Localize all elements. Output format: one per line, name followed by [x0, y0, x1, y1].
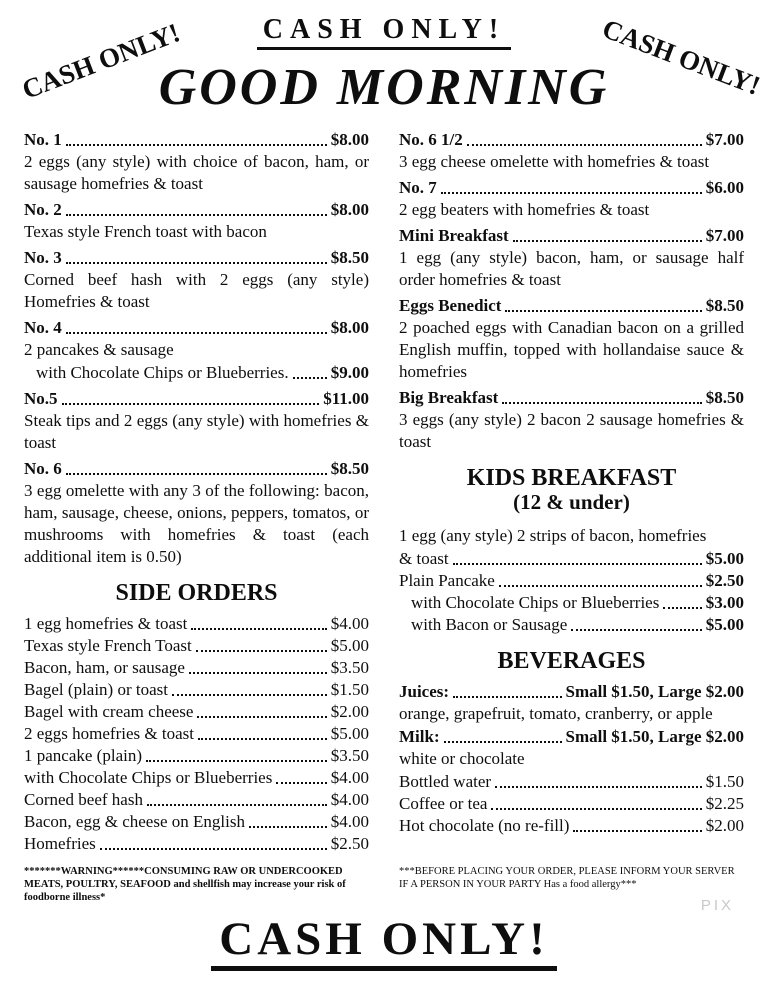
side-order-label: Homefries [24, 834, 96, 853]
side-order-label: 2 eggs homefries & toast [24, 724, 194, 743]
dotted-leader [191, 628, 326, 630]
dotted-leader [62, 403, 320, 405]
beverage-price: $1.50 [705, 772, 744, 791]
dotted-leader [249, 826, 327, 828]
menu-item-description: 1 egg (any style) bacon, ham, or sausage half order homefries & toast [399, 248, 744, 289]
left-column [24, 129, 369, 855]
menu-header [0, 0, 768, 117]
menu-item-price: $8.50 [705, 296, 744, 315]
dotted-leader [66, 214, 327, 216]
dotted-leader [505, 310, 701, 312]
side-orders-title: SIDE ORDERS [115, 580, 278, 606]
menu-item-description: 3 egg cheese omelette with homefries & toast [399, 152, 710, 171]
menu-item-name: No. 6 [24, 459, 62, 478]
side-order-label: 1 pancake (plain) [24, 746, 142, 765]
menu-item-header [24, 317, 369, 339]
menu-item-price: $7.00 [705, 226, 744, 245]
dotted-leader [172, 694, 327, 696]
menu-item-price: $8.00 [330, 130, 369, 149]
side-order-row [24, 679, 369, 701]
side-order-price: $5.00 [330, 636, 369, 655]
dotted-leader [467, 144, 702, 146]
menu-item-name: No. 6 1/2 [399, 130, 463, 149]
side-order-row [24, 745, 369, 767]
side-order-label: with Chocolate Chips or Blueberries [24, 768, 273, 787]
dotted-leader [502, 402, 701, 404]
side-order-row [24, 789, 369, 811]
side-order-price: $3.50 [330, 746, 369, 765]
dotted-leader [66, 332, 327, 334]
side-order-row [24, 657, 369, 679]
menu-item-header [399, 129, 744, 151]
menu-item-description: Texas style French toast with bacon [24, 222, 267, 241]
side-order-row [24, 811, 369, 833]
beverages-title: BEVERAGES [497, 648, 646, 674]
dotted-leader [146, 760, 327, 762]
side-order-price: $5.00 [330, 724, 369, 743]
menu-item-option-label: with Chocolate Chips or Blueberries. [36, 363, 289, 382]
beverage-label: Milk: [399, 727, 440, 746]
menu-item-option-price: $9.00 [330, 363, 369, 382]
menu-item-header [399, 177, 744, 199]
menu-item-price: $7.00 [705, 130, 744, 149]
kids-breakfast-subtitle: (12 & under) [513, 490, 630, 514]
kids-item-row [399, 614, 744, 636]
dotted-leader [197, 716, 326, 718]
dotted-leader [293, 377, 327, 379]
cash-only-right-banner: CASH ONLY! [598, 13, 765, 101]
side-order-label: 1 egg homefries & toast [24, 614, 188, 633]
menu-item-no-1 [24, 129, 369, 195]
cash-only-top-text: CASH ONLY! [257, 14, 511, 50]
beverage-label: Hot chocolate (no re-fill) [399, 816, 570, 835]
dotted-leader [573, 830, 701, 832]
beverage-price: Small $1.50, Large $2.00 [565, 727, 744, 746]
menu-item-description: 2 egg beaters with homefries & toast [399, 200, 650, 219]
dotted-leader [100, 848, 327, 850]
dotted-leader [491, 808, 701, 810]
menu-item-header [24, 199, 369, 221]
kids-item-label: with Chocolate Chips or Blueberries [411, 593, 660, 612]
menu-item-price: $8.00 [330, 318, 369, 337]
kids-item-price: $2.50 [705, 571, 744, 590]
kids-item-price: $3.00 [705, 593, 744, 612]
side-order-price: $4.00 [330, 614, 369, 633]
beverage-row-milk [399, 726, 744, 748]
menu-item-description: 3 eggs (any style) 2 bacon 2 sausage homefries & toast [399, 410, 744, 451]
kids-item-price: $5.00 [705, 615, 744, 634]
kids-breakfast-title: KIDS BREAKFAST [466, 465, 677, 491]
warning-footnote: *******WARNING******CONSUMING RAW OR UNDERCOOKED MEATS, POULTRY, SEAFOOD and shellfish may increase your risk of foodborne illness* [24, 866, 346, 903]
cash-only-footer [0, 912, 768, 971]
side-order-price: $4.00 [330, 812, 369, 831]
menu-item-header [24, 458, 369, 480]
dotted-leader [663, 607, 701, 609]
beverage-label: Juices: [399, 682, 450, 701]
dotted-leader [499, 585, 702, 587]
menu-item-header [24, 247, 369, 269]
dotted-leader [189, 672, 327, 674]
dotted-leader [66, 144, 327, 146]
menu-item-header [399, 295, 744, 317]
kids-item-row [399, 592, 744, 614]
menu-item-name: No. 2 [24, 200, 62, 219]
menu-item-name: No. 7 [399, 178, 437, 197]
side-order-label: Bagel with cream cheese [24, 702, 194, 721]
menu-item-header [24, 129, 369, 151]
dotted-leader [66, 473, 327, 475]
menu-item-price: $8.50 [705, 388, 744, 407]
dotted-leader [276, 782, 326, 784]
dotted-leader [571, 629, 701, 631]
menu-item-header [24, 388, 369, 410]
beverage-row-bottled-water [399, 771, 744, 793]
beverage-row-coffee-tea [399, 793, 744, 815]
menu-item-no-7 [399, 177, 744, 221]
menu-item-name: Mini Breakfast [399, 226, 509, 245]
page-title: GOOD MORNING [158, 59, 610, 116]
menu-item-price: $8.00 [330, 200, 369, 219]
menu-item-description: 3 egg omelette with any 3 of the following: bacon, ham, sausage, cheese, onions, peppers, tomatos, or mushrooms with homefries & toast (each additional item is 0.50) [24, 481, 369, 566]
kids-item-price: $5.00 [705, 549, 744, 568]
menu-item-name: No. 3 [24, 248, 62, 267]
kids-item-row [399, 548, 744, 570]
side-order-row [24, 723, 369, 745]
menu-item-header [399, 225, 744, 247]
side-order-label: Texas style French Toast [24, 636, 192, 655]
menu-item-no-2 [24, 199, 369, 243]
footnotes [0, 855, 768, 904]
menu-item-name: Big Breakfast [399, 388, 499, 407]
beverage-row-hot-chocolate [399, 815, 744, 837]
cash-only-footer-text: CASH ONLY! [211, 912, 556, 971]
beverage-description: white or chocolate [399, 749, 525, 768]
menu-item-price: $11.00 [323, 389, 369, 408]
menu-item-name: Eggs Benedict [399, 296, 502, 315]
dotted-leader [444, 741, 562, 743]
beverage-row-juices [399, 681, 744, 703]
menu-item-mini-breakfast [399, 225, 744, 291]
side-order-price: $1.50 [330, 680, 369, 699]
dotted-leader [513, 240, 702, 242]
side-order-row [24, 701, 369, 723]
beverage-label: Coffee or tea [399, 794, 488, 813]
menu-item-description: Corned beef hash with 2 eggs (any style) Homefries & toast [24, 270, 369, 311]
side-order-price: $4.00 [330, 790, 369, 809]
right-column [399, 129, 744, 855]
cash-only-left-banner: CASH ONLY! [17, 17, 184, 105]
watermark: PIX [700, 897, 734, 914]
kids-item-row [399, 570, 744, 592]
side-order-row [24, 767, 369, 789]
menu-body [0, 129, 768, 855]
menu-item-price: $6.00 [705, 178, 744, 197]
beverage-price: $2.00 [705, 816, 744, 835]
menu-item-eggs-benedict [399, 295, 744, 383]
dotted-leader [198, 738, 327, 740]
menu-item-no-4 [24, 317, 369, 384]
dotted-leader [66, 262, 327, 264]
kids-item-label: Plain Pancake [399, 571, 495, 590]
menu-item-name: No.5 [24, 389, 58, 408]
dotted-leader [196, 650, 327, 652]
side-order-price: $4.00 [330, 768, 369, 787]
beverage-description: orange, grapefruit, tomato, cranberry, or apple [399, 704, 713, 723]
kids-item-text: 1 egg (any style) 2 strips of bacon, homefries [399, 526, 707, 545]
dotted-leader [453, 696, 561, 698]
side-order-row [24, 635, 369, 657]
side-order-label: Bagel (plain) or toast [24, 680, 168, 699]
beverage-price: Small $1.50, Large $2.00 [565, 682, 744, 701]
side-order-price: $2.00 [330, 702, 369, 721]
dotted-leader [441, 192, 702, 194]
kids-item-label: with Bacon or Sausage [411, 615, 568, 634]
menu-item-description: 2 pancakes & sausage [24, 340, 174, 359]
side-order-row [24, 833, 369, 855]
side-order-label: Bacon, egg & cheese on English [24, 812, 245, 831]
menu-item-header [399, 387, 744, 409]
allergy-footnote: ***BEFORE PLACING YOUR ORDER, PLEASE INFORM YOUR SERVER IF A PERSON IN YOUR PARTY Has a food allergy*** [399, 866, 735, 890]
menu-item-no-6-half [399, 129, 744, 173]
dotted-leader [495, 786, 702, 788]
dotted-leader [453, 563, 702, 565]
menu-item-price: $8.50 [330, 248, 369, 267]
menu-item-option-row [24, 362, 369, 384]
menu-item-price: $8.50 [330, 459, 369, 478]
menu-item-description: 2 eggs (any style) with choice of bacon, ham, or sausage homefries & toast [24, 152, 369, 193]
side-order-label: Corned beef hash [24, 790, 143, 809]
side-order-price: $2.50 [330, 834, 369, 853]
side-order-label: Bacon, ham, or sausage [24, 658, 185, 677]
beverage-label: Bottled water [399, 772, 492, 791]
menu-item-description: 2 poached eggs with Canadian bacon on a grilled English muffin, topped with hollandaise sauce & homefries [399, 318, 744, 381]
menu-item-name: No. 1 [24, 130, 62, 149]
side-order-price: $3.50 [330, 658, 369, 677]
menu-item-no-3 [24, 247, 369, 313]
side-order-row [24, 613, 369, 635]
kids-item-label: & toast [399, 549, 449, 568]
menu-item-description: Steak tips and 2 eggs (any style) with homefries & toast [24, 411, 369, 452]
menu-item-big-breakfast [399, 387, 744, 453]
menu-item-no-6 [24, 458, 369, 568]
menu-item-name: No. 4 [24, 318, 62, 337]
dotted-leader [147, 804, 327, 806]
menu-item-no-5 [24, 388, 369, 454]
beverage-price: $2.25 [705, 794, 744, 813]
